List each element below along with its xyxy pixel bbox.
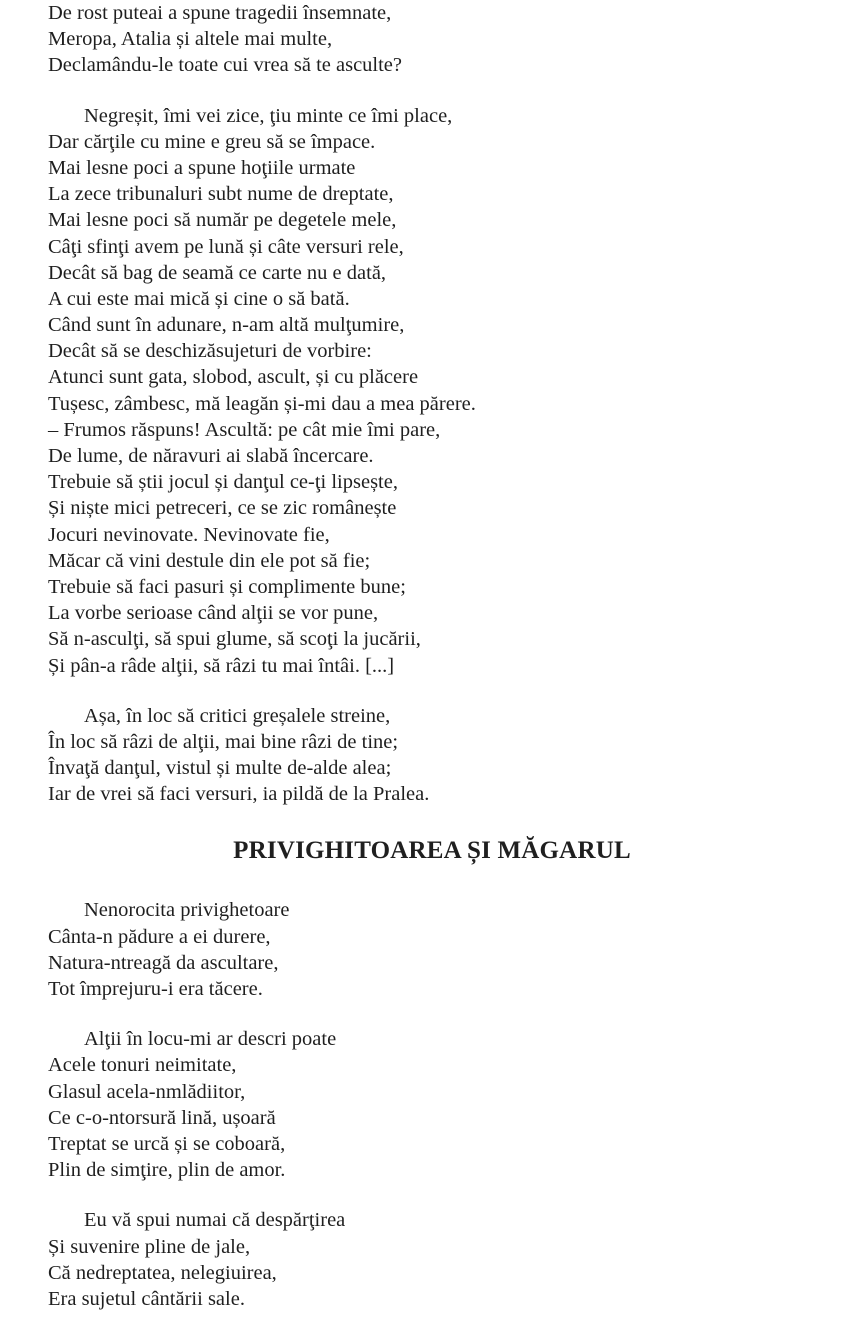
verse-line: Să n-asculţi, să spui glume, să scoţi la jucării, [48, 628, 421, 651]
verse-line: Mai lesne poci să număr pe degetele mele, [48, 209, 397, 232]
verse-line: Iar de vrei să faci versuri, ia pildă de la Pralea. [48, 783, 430, 806]
stanza-gap [48, 1002, 828, 1026]
verse-line: Măcar că vini destule din ele pot să fie; [48, 549, 371, 572]
stanza-gap [48, 679, 828, 703]
verse-line: Nenorocita privighetoare [84, 899, 290, 922]
verse-line: Și suvenire pline de jale, [48, 1235, 251, 1258]
verse-line: Natura-ntreagă da ascultare, [48, 951, 279, 974]
verse-line: De lume, de năravuri ai slabă încercare. [48, 445, 374, 467]
verse-line: De rost puteai a spune tragedii însemnate, [48, 2, 392, 24]
stanza-4 [48, 897, 828, 1002]
verse-line: Eu vă spui numai că despărţirea [84, 1209, 346, 1232]
verse-line: Treptat se urcă și se coboară, [48, 1132, 286, 1155]
verse-line: La zece tribunaluri subt nume de dreptate, [48, 183, 394, 206]
stanza-2 [48, 103, 828, 679]
verse-line: Alţii în locu-mi ar descri poate [84, 1028, 337, 1051]
verse-line: Și pân-a râde alţii, să râzi tu mai întâi. [...] [48, 654, 395, 677]
stanza-6 [48, 1207, 828, 1312]
verse-line: Jocuri nevinovate. Nevinovate fie, [48, 523, 330, 546]
document-page [48, 0, 828, 1312]
stanza-5 [48, 1026, 828, 1183]
verse-line: Declamându-le toate cui vrea să te asculte? [48, 54, 403, 77]
verse-line: Învaţă danţul, vistul și multe de-alde alea; [48, 757, 392, 780]
verse-line: Tot împrejuru-i era tăcere. [48, 978, 263, 1000]
verse-line: Când sunt în adunare, n-am altă mulţumire, [48, 314, 405, 337]
verse-line: În loc să râzi de alţii, mai bine râzi de tine; [48, 730, 399, 753]
verse-line: Câţi sfinţi avem pe lună și câte versuri rele, [48, 235, 404, 258]
verse-line: Și niște mici petreceri, ce se zic românește [48, 497, 397, 520]
verse-line: Atunci sunt gata, slobod, ascult, și cu plăcere [48, 366, 419, 389]
stanza-3 [48, 703, 828, 808]
verse-line: Dar cărţile cu mine e greu să se împace. [48, 130, 376, 153]
verse-line: Negreșit, îmi vei zice, ţiu minte ce îmi place, [84, 104, 453, 127]
verse-line: Glasul acela-nmlădiitor, [48, 1080, 246, 1103]
verse-line: Acele tonuri neimitate, [48, 1054, 237, 1077]
verse-line: Meropa, Atalia și altele mai multe, [48, 28, 333, 51]
verse-line: A cui este mai mică și cine o să bată. [48, 287, 350, 310]
verse-line: Așa, în loc să critici greșalele streine, [84, 704, 391, 727]
verse-line: La vorbe serioase când alţii se vor pune, [48, 602, 379, 625]
verse-line: Plin de simţire, plin de amor. [48, 1159, 286, 1182]
stanza-gap [48, 1183, 828, 1207]
verse-line: Cânta-n pădure a ei durere, [48, 925, 271, 948]
verse-line: Că nedreptatea, nelegiuirea, [48, 1261, 277, 1284]
verse-line: Tușesc, zâmbesc, mă leagăn și-mi dau a mea părere. [48, 392, 476, 415]
verse-line: Era sujetul cântării sale. [48, 1287, 245, 1310]
poem-title: PRIVIGHITOAREA ȘI MĂGARUL [233, 837, 631, 865]
stanza-1 [48, 0, 828, 79]
verse-line: Trebuie să faci pasuri și complimente bune; [48, 575, 406, 598]
verse-line: Decât să se deschizăsujeturi de vorbire: [48, 340, 372, 363]
verse-line: Mai lesne poci a spune hoţiile urmate [48, 156, 356, 179]
stanza-gap [48, 79, 828, 103]
verse-line: – Frumos răspuns! Ascultă: pe cât mie îmi pare, [48, 418, 441, 441]
verse-line: Decât să bag de seamă ce carte nu e dată, [48, 261, 387, 284]
verse-line: Trebuie să știi jocul și danţul ce-ţi lipsește, [48, 471, 398, 494]
verse-line: Ce c-o-ntorsură lină, ușoară [48, 1106, 276, 1129]
